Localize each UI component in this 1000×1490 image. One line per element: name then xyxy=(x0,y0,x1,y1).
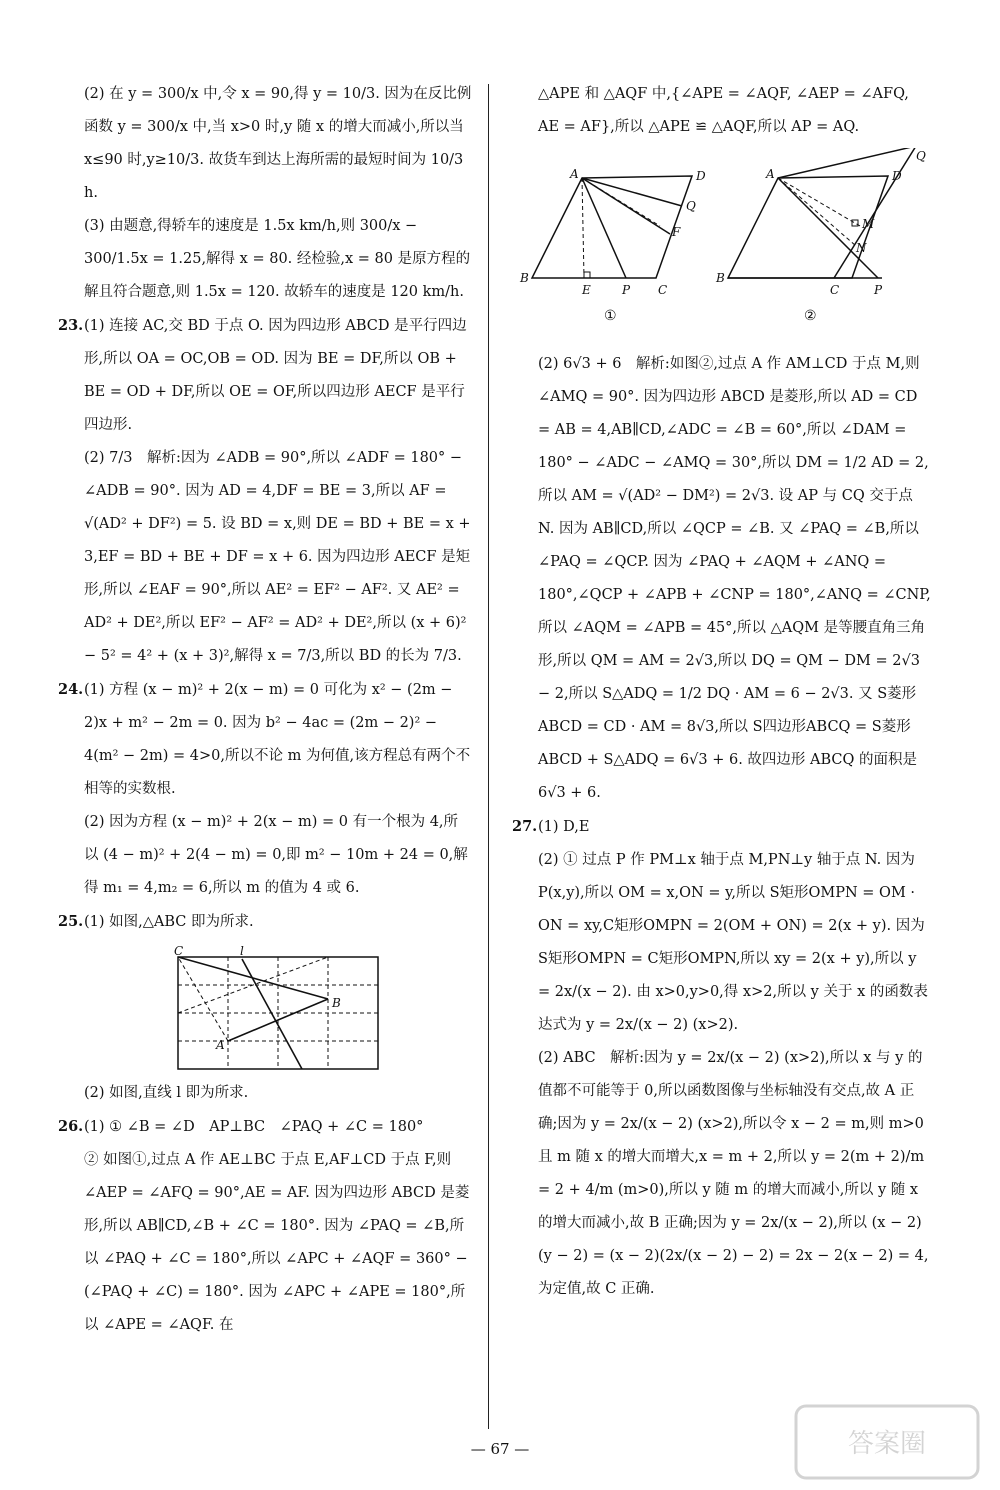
paragraph-text: (2) ABC 解析:因为 y = 2x/(x − 2) (x>2),所以 x 与 y 的值都不可能等于 0,所以函数图像与坐标轴没有交点,故 A 正确;因为 y = 2x/(x − 2) (x>2),所以令 x − 2 = m,则 m>0 且 m 随 x 的增大而增大,x = m + 2,所以 y = 2(m + 2)/m = 2 + 4/m (m>0),所以 y 随 m 的增大而减小,所以 y 随 x 的增大而减小,故 B 正确;因为 y = 2x/(x − 2),所以 (x − 2)(y − 2) = (x − 2)(2x/(x − 2) − 2) = 2x − 2(x − 2) = 4,为定值,故 C 正确. xyxy=(538,1050,929,1297)
paragraph-text: (1) ① ∠B = ∠D AP⊥BC ∠PAQ + ∠C = 180° xyxy=(84,1119,424,1135)
label-a-2: A xyxy=(766,167,775,181)
question-number: 27. xyxy=(512,818,538,835)
paragraph-text: ② 如图①,过点 A 作 AE⊥BC 于点 E,AF⊥CD 于点 F,则 ∠AEP = ∠AFQ = 90°,AE = AF. 因为四边形 ABCD 是菱形,所以 AB∥CD,∠B + ∠C = 180°. 因为 ∠PAQ = ∠B,所以 ∠PAQ + ∠C = 180°,所以 ∠APC + ∠AQF = 360° − (∠PAQ + ∠C) = 180°. 因为 ∠APC + ∠APE = 180°,所以 ∠APE = ∠AQF. 在 xyxy=(84,1152,470,1333)
label-p-2: P xyxy=(874,283,883,297)
paragraph-text: (1) 如图,△ABC 即为所求. xyxy=(84,914,254,930)
watermark-logo xyxy=(792,1402,982,1482)
question-number: 26. xyxy=(58,1118,84,1135)
paragraph-26-1 xyxy=(58,1110,472,1144)
paragraph-text: (2) 在 y = 300/x 中,令 x = 90,得 y = 10/3. 因为在反比例函数 y = 300/x 中,当 x>0 时,y 随 x 的增大而减小,所以当 x≤90 时,y≥10/3. 故货车到达上海所需的最短时间为 10/3 h. xyxy=(84,86,472,201)
label-b-1: B xyxy=(520,271,529,285)
paragraph-text: (2) 如图,直线 l 即为所求. xyxy=(84,1085,249,1101)
paragraph-text: (2) 7/3 解析:因为 ∠ADB = 90°,所以 ∠ADF = 180° − ∠ADB = 90°. 因为 AD = 4,DF = BE = 3,所以 AF = √(AD² + DF²) = 5. 设 BD = x,则 DE = BD + BE = x + 3,EF = BD + BE + DF = x + 6. 因为四边形 AECF 是矩形,所以 ∠EAF = 90°,所以 AE² = EF² − AF². 又 AE² = AD² + DE²,所以 EF² − AF² = AD² + DE²,所以 (x + 6)² − 5² = 4² + (x + 3)²,解得 x = 7/3,所以 BD 的长为 7/3. xyxy=(84,450,471,664)
label-q-1: Q xyxy=(686,199,696,213)
paragraph-26-2 xyxy=(512,348,932,810)
label-b-2: B xyxy=(716,271,725,285)
paragraph-text: △APE 和 △AQF 中,{∠APE = ∠AQF, ∠AEP = ∠AFQ, AE = AF},所以 △APE ≌ △AQF,所以 AP = AQ. xyxy=(538,86,909,135)
paragraph-text: (1) 连接 AC,交 BD 于点 O. 因为四边形 ABCD 是平行四边形,所以 OA = OC,OB = OD. 因为 BE = DF,所以 OB + BE = OD + DF,所以 OE = OF,所以四边形 AECF 是平行四边形. xyxy=(84,318,467,433)
caption-2: ② xyxy=(804,308,817,324)
paragraph-text: (3) 由题意,得轿车的速度是 1.5x km/h,则 300/x − 300/1.5x = 1.25,解得 x = 80. 经检验,x = 80 是原方程的解且符合题意,则 1.5x = 120. 故轿车的速度是 120 km/h. xyxy=(84,218,471,300)
label-a: A xyxy=(216,1038,225,1052)
label-b: B xyxy=(332,996,341,1010)
label-m-2: M xyxy=(862,217,875,231)
label-a-1: A xyxy=(570,167,579,181)
caption-1: ① xyxy=(604,308,617,324)
paragraph-27-1 xyxy=(512,810,932,844)
label-q-2: Q xyxy=(916,149,926,163)
svg-text:答案圈: 答案圈 xyxy=(847,1429,927,1459)
paragraph-22-3 xyxy=(58,210,472,309)
label-l: l xyxy=(240,944,244,958)
figure-25-grid xyxy=(58,943,472,1073)
column-divider xyxy=(488,84,489,1429)
paragraph-26-1-2 xyxy=(58,1144,472,1342)
label-f-1: F xyxy=(672,225,681,239)
paragraph-26-congruence xyxy=(512,78,932,144)
paragraph-27-2-2 xyxy=(512,1042,932,1306)
paragraph-text: (1) 方程 (x − m)² + 2(x − m) = 0 可化为 x² − (2m − 2)x + m² − 2m = 0. 因为 b² − 4ac = (2m − 2)² − 4(m² − 2m) = 4>0,所以不论 m 为何值,该方程总有两个不相等的实数根. xyxy=(84,682,471,797)
paragraph-22-2 xyxy=(58,78,472,210)
label-c: C xyxy=(174,944,184,958)
label-d-2: D xyxy=(892,169,902,183)
left-column xyxy=(58,78,472,1342)
paragraph-23-2 xyxy=(58,442,472,673)
question-number: 24. xyxy=(58,681,84,698)
paragraph-text: (2) ① 过点 P 作 PM⊥x 轴于点 M,PN⊥y 轴于点 N. 因为 P(x,y),所以 OM = x,ON = y,所以 S矩形OMPN = OM · ON = xy,C矩形OMPN = 2(OM + ON) = 2(x + y). 因为 S矩形OMPN = C矩形OMPN,所以 xy = 2(x + y),所以 y = 2x/(x − 2). 由 x>0,y>0,得 x>2,所以 y 关于 x 的函数表达式为 y = 2x/(x − 2) (x>2). xyxy=(538,852,928,1033)
paragraph-text: (2) 6√3 + 6 解析:如图②,过点 A 作 AM⊥CD 于点 M,则 ∠AMQ = 90°. 因为四边形 ABCD 是菱形,所以 AD = CD = AB = 4,AB∥CD,∠ADC = ∠B = 60°,所以 ∠DAM = 180° − ∠ADC − ∠AMQ = 30°,所以 DM = 1/2 AD = 2,所以 AM = √(AD² − DM²) = 2√3. 设 AP 与 CQ 交于点 N. 因为 AB∥CD,所以 ∠QCP = ∠B. 又 ∠PAQ = ∠B,所以 ∠PAQ = ∠QCP. 因为 ∠PAQ + ∠AQM + ∠ANQ = 180°,∠QCP + ∠APB + ∠CNP = 180°,∠ANQ = ∠CNP,所以 ∠AQM = ∠APB = 45°,所以 △AQM 是等腰直角三角形,所以 QM = AM = 2√3,所以 DQ = QM − DM = 2√3 − 2,所以 S△ADQ = 1/2 DQ · AM = 6 − 2√3. 又 S菱形ABCD = CD · AM = 8√3,所以 S四边形ABCQ = S菱形ABCD + S△ADQ = 6√3 + 6. 故四边形 ABCQ 的面积是 6√3 + 6. xyxy=(538,356,931,801)
paragraph-text: (1) D,E xyxy=(538,819,590,835)
right-column xyxy=(512,78,932,1306)
label-e-1: E xyxy=(582,283,591,297)
paragraph-text: (2) 因为方程 (x − m)² + 2(x − m) = 0 有一个根为 4,所以 (4 − m)² + 2(4 − m) = 0,即 m² − 10m + 24 = 0,解得 m₁ = 4,m₂ = 6,所以 m 的值为 4 或 6. xyxy=(84,814,468,896)
question-number: 25. xyxy=(58,913,84,930)
label-n-2: N xyxy=(856,241,867,255)
paragraph-25-1 xyxy=(58,905,472,939)
label-d-1: D xyxy=(696,169,706,183)
page-number: — 67 — xyxy=(470,1440,530,1458)
paragraph-27-2-1 xyxy=(512,844,932,1042)
paragraph-24-1 xyxy=(58,673,472,806)
paragraph-23-1 xyxy=(58,309,472,442)
label-c-2: C xyxy=(830,283,840,297)
figure-26-rhombus xyxy=(512,148,932,344)
label-p-1: P xyxy=(622,283,631,297)
label-c-1: C xyxy=(658,283,668,297)
question-number: 23. xyxy=(58,317,84,334)
paragraph-24-2 xyxy=(58,806,472,905)
paragraph-25-2 xyxy=(58,1077,472,1110)
